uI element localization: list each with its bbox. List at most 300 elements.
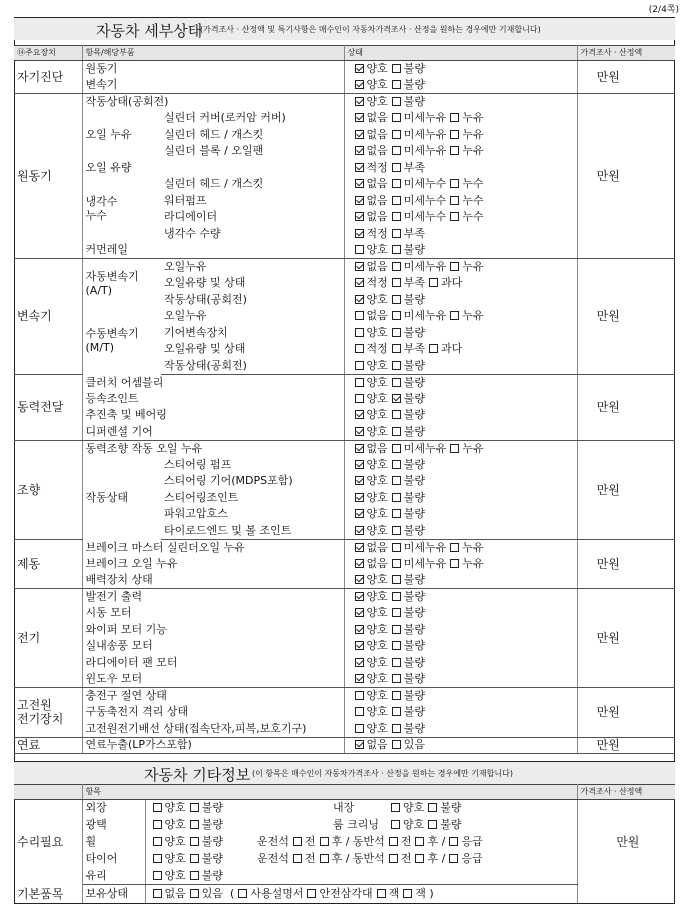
- checkbox[interactable]: [392, 740, 401, 749]
- price-extra: [636, 737, 675, 754]
- checkbox[interactable]: [392, 344, 401, 353]
- checkbox[interactable]: [355, 328, 364, 337]
- checkbox[interactable]: [450, 130, 459, 139]
- status-row: [14, 176, 675, 193]
- status-options: [344, 638, 577, 655]
- status-row: [14, 242, 675, 259]
- checkbox[interactable]: [392, 378, 401, 387]
- status-row: [14, 259, 675, 276]
- status-row: [14, 94, 675, 111]
- option-label: 불량: [403, 325, 426, 339]
- option-label: 양호: [366, 507, 388, 521]
- checkbox[interactable]: [355, 64, 364, 73]
- wheel-driver-front: 전: [304, 835, 316, 848]
- checkbox[interactable]: [392, 410, 401, 419]
- checkbox[interactable]: [450, 179, 459, 188]
- basic-items-label: 기본품목: [14, 885, 82, 903]
- checkbox[interactable]: [153, 889, 162, 898]
- checkbox[interactable]: [355, 361, 364, 370]
- option-label: 불량: [403, 391, 426, 405]
- checkbox[interactable]: [355, 460, 364, 469]
- checkbox[interactable]: [355, 509, 364, 518]
- checkbox[interactable]: [355, 493, 364, 502]
- checkbox[interactable]: [355, 658, 364, 667]
- slash: /: [345, 835, 350, 848]
- option-label: 양호: [366, 474, 388, 488]
- holding-none: 없음: [164, 886, 186, 900]
- paren-close: ): [429, 886, 434, 900]
- checkbox[interactable]: [355, 625, 364, 634]
- sub-category-label: 냉각수 누수: [85, 195, 118, 222]
- item-label: 냉각수 수량: [161, 226, 344, 243]
- item-label: 브레이크 마스터 실린더오일 누유: [82, 539, 344, 556]
- option-label: 양호: [366, 573, 388, 586]
- checkbox[interactable]: [391, 803, 400, 812]
- checkbox[interactable]: [392, 361, 401, 370]
- option-label: 양호: [366, 672, 388, 685]
- status-row: [14, 457, 675, 474]
- checkbox[interactable]: [355, 146, 364, 155]
- status-options: [344, 440, 577, 457]
- checkbox[interactable]: [355, 278, 364, 287]
- checkbox[interactable]: [392, 625, 401, 634]
- checkbox[interactable]: [190, 837, 199, 846]
- sub-category-label: 오일 누유: [85, 127, 132, 141]
- status-options: [344, 556, 577, 573]
- other-info-table: [14, 784, 675, 903]
- item-label: 등속조인트: [82, 391, 344, 408]
- checkbox[interactable]: [450, 113, 459, 122]
- item-label: 오일 유량: [82, 160, 344, 177]
- option-label: 양호: [366, 358, 388, 372]
- checkbox[interactable]: [355, 196, 364, 205]
- checkbox[interactable]: [355, 641, 364, 650]
- checkbox[interactable]: [190, 803, 199, 812]
- price-cell: 만원: [577, 737, 636, 754]
- checkbox[interactable]: [392, 526, 401, 535]
- option-label: 양호: [366, 689, 388, 702]
- status-options: [344, 622, 577, 639]
- checkbox[interactable]: [355, 130, 364, 139]
- status-options: [344, 110, 577, 127]
- item-label: 원동기: [82, 61, 344, 78]
- item-label: 고전원전기배선 상태(접속단자,피복,보호기구): [82, 721, 344, 738]
- checkbox[interactable]: [391, 820, 400, 829]
- checkbox[interactable]: [355, 575, 364, 584]
- price-extra: [636, 374, 675, 440]
- checkbox[interactable]: [355, 113, 364, 122]
- option-label: 불량: [403, 292, 426, 306]
- checkbox[interactable]: [389, 854, 398, 863]
- option-label: 누유: [462, 260, 484, 273]
- manual-label: 사용설명서: [250, 886, 304, 900]
- checkbox[interactable]: [392, 460, 401, 469]
- checkbox[interactable]: [449, 854, 458, 863]
- status-row: [14, 605, 675, 622]
- checkbox[interactable]: [355, 245, 364, 254]
- option-label: 부족: [403, 226, 426, 240]
- category-label: 자기진단: [14, 61, 82, 94]
- option-label: 없음: [366, 127, 388, 141]
- status-row: [14, 622, 675, 639]
- checkbox[interactable]: [403, 889, 412, 898]
- checkbox[interactable]: [392, 64, 401, 73]
- gloss-bad: 불량: [201, 818, 224, 831]
- status-options: [344, 77, 577, 94]
- section2-title: 자동차 기타정보: [144, 766, 251, 784]
- item-label: 발전기 출력: [82, 589, 344, 606]
- checkbox[interactable]: [392, 608, 401, 617]
- checkbox[interactable]: [392, 130, 401, 139]
- option-label: 미세누수: [403, 210, 447, 224]
- checkbox[interactable]: [392, 179, 401, 188]
- checkbox[interactable]: [392, 641, 401, 650]
- item-label: 스티어링 기어(MDPS포함): [161, 473, 344, 490]
- checkbox[interactable]: [450, 262, 459, 271]
- option-label: 미세누수: [403, 193, 447, 207]
- checkbox[interactable]: [355, 674, 364, 683]
- item-label: 클러치 어셈블리: [82, 374, 344, 391]
- checkbox[interactable]: [190, 871, 199, 880]
- section1-note: (가격조사 · 산정액 및 특기사항은 매수인이 자동차가격조사 · 산정을 원하는 경우에만 기재합니다): [200, 25, 541, 34]
- checkbox[interactable]: [320, 854, 329, 863]
- wheel-label: 휠: [82, 834, 145, 851]
- status-options: [344, 242, 577, 259]
- option-label: 양호: [366, 606, 388, 620]
- checkbox[interactable]: [153, 837, 162, 846]
- option-label: 누유: [462, 556, 484, 570]
- checkbox[interactable]: [392, 278, 401, 287]
- option-label: 누수: [462, 210, 484, 224]
- checkbox[interactable]: [392, 575, 401, 584]
- room-clean-label: 룸 크리닝: [333, 818, 380, 831]
- checkbox[interactable]: [392, 592, 401, 601]
- triangle-label: 안전삼각대: [319, 886, 373, 900]
- checkbox[interactable]: [153, 871, 162, 880]
- option-label: 미세누수: [403, 177, 447, 191]
- option-label: 양호: [366, 424, 388, 438]
- option-label: 양호: [366, 325, 388, 339]
- checkbox[interactable]: [429, 278, 438, 287]
- holding-exists: 있음: [201, 886, 224, 900]
- col-price-header: 가격조사 · 산정액: [577, 46, 675, 61]
- checkbox[interactable]: [355, 229, 364, 238]
- checkbox[interactable]: [190, 889, 199, 898]
- status-options: [344, 143, 577, 160]
- option-label: 미세누유: [403, 111, 447, 125]
- checkbox[interactable]: [355, 378, 364, 387]
- gloss-label: 광택: [82, 817, 145, 834]
- checkbox[interactable]: [392, 229, 401, 238]
- checkbox[interactable]: [429, 344, 438, 353]
- checkbox[interactable]: [355, 80, 364, 89]
- checkbox[interactable]: [392, 245, 401, 254]
- checkbox[interactable]: [355, 707, 364, 716]
- option-label: 없음: [366, 111, 388, 125]
- option-label: 부족: [403, 276, 426, 290]
- checkbox[interactable]: [392, 658, 401, 667]
- checkbox[interactable]: [450, 311, 459, 320]
- status-options: [344, 193, 577, 210]
- checkbox[interactable]: [355, 559, 364, 568]
- price-cell: 만원: [577, 259, 636, 375]
- checkbox[interactable]: [450, 559, 459, 568]
- checkbox[interactable]: [355, 179, 364, 188]
- item-label: 동력조향 작동 오일 누유: [82, 440, 344, 457]
- tire-pass-rear: 후: [427, 852, 439, 865]
- status-options: [344, 671, 577, 688]
- tire-bad: 불량: [201, 852, 224, 865]
- option-label: 양호: [366, 391, 388, 405]
- option-label: 불량: [403, 62, 426, 75]
- checkbox[interactable]: [293, 854, 302, 863]
- glass-label: 유리: [82, 868, 145, 885]
- checkbox[interactable]: [450, 543, 459, 552]
- item-label: 오일누유: [161, 308, 344, 325]
- option-label: 불량: [403, 78, 426, 91]
- price-extra: [636, 94, 675, 259]
- page-number: (2/4쪽): [648, 5, 679, 15]
- checkbox[interactable]: [392, 509, 401, 518]
- checkbox[interactable]: [392, 311, 401, 320]
- checkbox[interactable]: [392, 212, 401, 221]
- status-row: [14, 77, 675, 94]
- item-label: 라디에이터: [161, 209, 344, 226]
- status-options: [344, 308, 577, 325]
- option-label: 불량: [403, 721, 426, 735]
- price-cell: 만원: [577, 440, 636, 539]
- other-price: 만원: [616, 835, 640, 850]
- item-label: 충전구 절연 상태: [82, 688, 344, 705]
- option-label: 양호: [366, 721, 388, 735]
- status-options: [344, 506, 577, 523]
- option-label: 있음: [403, 738, 426, 752]
- price-cell: 만원: [577, 688, 636, 738]
- option-label: 적정: [366, 226, 388, 240]
- checkbox[interactable]: [450, 444, 459, 453]
- status-options: [344, 523, 577, 540]
- checkbox[interactable]: [415, 837, 424, 846]
- option-label: 양호: [366, 457, 388, 471]
- checkbox[interactable]: [153, 803, 162, 812]
- category-label: 변속기: [14, 259, 82, 375]
- checkbox[interactable]: [153, 820, 162, 829]
- gloss-good: 양호: [164, 818, 186, 831]
- checkbox[interactable]: [307, 889, 316, 898]
- price-cell: 만원: [577, 61, 636, 94]
- checkbox[interactable]: [450, 146, 459, 155]
- item-label: 브레이크 오일 누유: [82, 556, 344, 573]
- option-label: 불량: [403, 457, 426, 471]
- tire-status: [145, 851, 577, 868]
- checkbox[interactable]: [355, 295, 364, 304]
- checkbox[interactable]: [355, 476, 364, 485]
- item-label: 작동상태(공회전): [82, 94, 344, 111]
- checkbox[interactable]: [392, 163, 401, 172]
- status-row: [14, 589, 675, 606]
- checkbox[interactable]: [392, 295, 401, 304]
- tire-emergency: 응급: [461, 852, 483, 865]
- room-clean-good: 양호: [403, 818, 425, 831]
- checkbox[interactable]: [450, 212, 459, 221]
- checkbox[interactable]: [355, 262, 364, 271]
- item-label: 실린더 헤드 / 개스킷: [161, 176, 344, 193]
- checkbox[interactable]: [392, 146, 401, 155]
- exterior-status: [145, 800, 355, 817]
- option-label: 불량: [403, 408, 426, 422]
- checkbox[interactable]: [355, 163, 364, 172]
- item-label: 작동상태(공회전): [161, 358, 344, 375]
- option-label: 과다: [441, 342, 463, 356]
- checkbox[interactable]: [355, 526, 364, 535]
- item-label: 스티어링 펌프: [161, 457, 344, 474]
- checkbox[interactable]: [392, 444, 401, 453]
- option-label: 적정: [366, 342, 388, 356]
- checkbox[interactable]: [355, 724, 364, 733]
- checkbox[interactable]: [190, 820, 199, 829]
- status-row: [14, 61, 675, 78]
- option-label: 없음: [366, 144, 388, 158]
- status-options: [344, 341, 577, 358]
- sub-category-label: 수동변속기 (M/T): [85, 327, 139, 354]
- checkbox[interactable]: [392, 97, 401, 106]
- status-options: [344, 605, 577, 622]
- jack-label: 잭: [388, 886, 400, 900]
- option-label: 누유: [462, 309, 484, 323]
- checkbox[interactable]: [355, 444, 364, 453]
- checkbox[interactable]: [355, 427, 364, 436]
- item-label: 와이퍼 모터 기능: [82, 622, 344, 639]
- option-label: 불량: [403, 672, 426, 685]
- checkbox[interactable]: [392, 394, 401, 403]
- item-label: 커먼레일: [82, 242, 344, 259]
- status-options: [344, 94, 577, 111]
- tire-label: 타이어: [82, 851, 145, 868]
- price-extra: [636, 61, 675, 94]
- repair-needed-label: 수리필요: [14, 800, 82, 885]
- checkbox[interactable]: [392, 427, 401, 436]
- item-label: 변속기: [82, 77, 344, 94]
- sub-category-label: 작동상태: [85, 490, 129, 504]
- checkbox[interactable]: [392, 559, 401, 568]
- price-cell: 만원: [577, 94, 636, 259]
- checkbox[interactable]: [392, 113, 401, 122]
- glass-good: 양호: [164, 868, 186, 882]
- option-label: 없음: [366, 738, 388, 752]
- checkbox[interactable]: [377, 889, 386, 898]
- checkbox[interactable]: [238, 889, 247, 898]
- status-options: [344, 589, 577, 606]
- checkbox[interactable]: [355, 608, 364, 617]
- checkbox[interactable]: [392, 691, 401, 700]
- status-row: [14, 638, 675, 655]
- checkbox[interactable]: [392, 196, 401, 205]
- section1-header: [14, 18, 675, 40]
- status-options: [344, 275, 577, 292]
- category-label: 조향: [14, 440, 82, 539]
- checkbox[interactable]: [355, 311, 364, 320]
- checkbox[interactable]: [355, 740, 364, 749]
- status-row: [14, 374, 675, 391]
- option-label: 양호: [366, 590, 388, 603]
- checkbox[interactable]: [415, 854, 424, 863]
- checkbox[interactable]: [293, 837, 302, 846]
- wheel-driver: 운전석: [257, 835, 289, 848]
- checkbox[interactable]: [355, 410, 364, 419]
- checkbox[interactable]: [392, 493, 401, 502]
- option-label: 불량: [403, 590, 426, 603]
- item-label: 구동축전지 격리 상태: [82, 704, 344, 721]
- checkbox[interactable]: [355, 691, 364, 700]
- checkbox[interactable]: [392, 80, 401, 89]
- status-options: [344, 473, 577, 490]
- option-label: 양호: [366, 523, 388, 537]
- checkbox[interactable]: [355, 212, 364, 221]
- checkbox[interactable]: [153, 854, 162, 863]
- price-extra: [636, 259, 675, 375]
- holding-price: [577, 885, 675, 903]
- item-label: 타이로드엔드 및 볼 조인트: [161, 523, 344, 540]
- checkbox[interactable]: [450, 196, 459, 205]
- checkbox[interactable]: [355, 592, 364, 601]
- checkbox[interactable]: [392, 674, 401, 683]
- checkbox[interactable]: [190, 854, 199, 863]
- checkbox[interactable]: [355, 97, 364, 106]
- option-label: 미세누유: [403, 309, 447, 323]
- status-options: [344, 704, 577, 721]
- item-label: 파워고압호스: [161, 506, 344, 523]
- checkbox[interactable]: [392, 543, 401, 552]
- checkbox[interactable]: [428, 803, 437, 812]
- option-label: 양호: [366, 705, 388, 719]
- option-label: 적정: [366, 160, 388, 174]
- option-label: 불량: [403, 622, 426, 636]
- gloss-status: [145, 817, 380, 834]
- status-options: [344, 209, 577, 226]
- slash: /: [345, 852, 350, 865]
- checkbox[interactable]: [320, 837, 329, 846]
- option-label: 누유: [462, 111, 484, 125]
- status-options: [344, 737, 577, 754]
- checkbox[interactable]: [355, 543, 364, 552]
- checkbox[interactable]: [392, 724, 401, 733]
- checkbox[interactable]: [392, 476, 401, 485]
- exterior-good: 양호: [164, 801, 186, 815]
- item-label: 추진축 및 베어링: [82, 407, 344, 424]
- status-row: [14, 539, 675, 556]
- checkbox[interactable]: [389, 837, 398, 846]
- checkbox[interactable]: [428, 820, 437, 829]
- option-label: 양호: [366, 408, 388, 422]
- exterior-bad: 불량: [201, 801, 224, 815]
- checkbox[interactable]: [392, 262, 401, 271]
- option-label: 미세누유: [403, 556, 447, 570]
- status-row: [14, 440, 675, 457]
- option-label: 불량: [403, 358, 426, 372]
- checkbox[interactable]: [392, 707, 401, 716]
- status-row: [14, 160, 675, 177]
- col-status-header: 상태: [344, 46, 577, 61]
- checkbox[interactable]: [355, 344, 364, 353]
- checkbox[interactable]: [392, 328, 401, 337]
- option-label: 적정: [366, 276, 388, 290]
- option-label: 불량: [403, 243, 426, 256]
- checkbox[interactable]: [449, 837, 458, 846]
- option-label: 불량: [403, 606, 426, 620]
- checkbox[interactable]: [355, 394, 364, 403]
- holding-label: 보유상태: [82, 885, 145, 903]
- status-options: [344, 358, 577, 375]
